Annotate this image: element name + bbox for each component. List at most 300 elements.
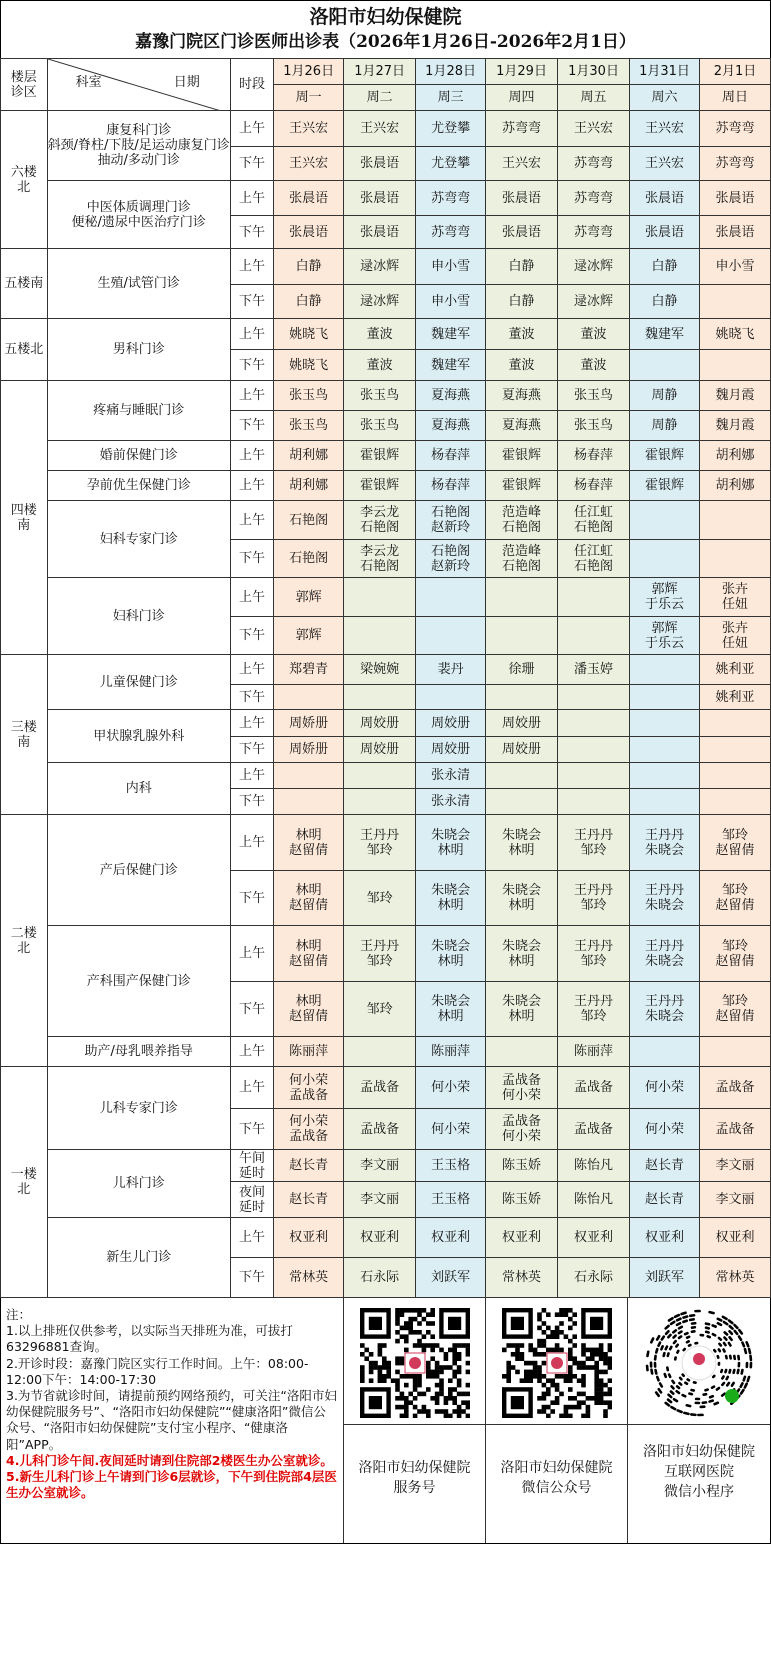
doctor-cell: 朱晓会 林明 (416, 926, 486, 982)
department-name: 内科 (47, 763, 230, 815)
doctor-cell: 李云龙 石艳阁 (344, 540, 416, 578)
doctor-cell (344, 789, 416, 815)
doctor-cell: 张晨语 (344, 147, 416, 181)
doctor-cell: 邹玲 赵留倩 (699, 815, 770, 871)
doctor-cell: 胡利娜 (699, 441, 770, 471)
doctor-cell: 石艳阁 赵新玲 (416, 540, 486, 578)
doctor-cell: 王丹丹 邹玲 (558, 982, 630, 1037)
session-label: 上午 (230, 815, 273, 871)
doctor-cell (274, 789, 344, 815)
doctor-cell: 魏建军 (416, 319, 486, 350)
doctor-cell (274, 763, 344, 789)
session-label: 上午 (230, 441, 273, 471)
doctor-cell: 权亚利 (416, 1218, 486, 1258)
header-date-cell: 1月26日 (274, 59, 344, 85)
department-name: 生殖/试管门诊 (47, 249, 230, 319)
department-name: 妇科门诊 (47, 578, 230, 655)
doctor-cell (699, 540, 770, 578)
header-weekday-cell: 周一 (274, 85, 344, 111)
header-weekday-cell: 周二 (344, 85, 416, 111)
session-label: 下午 (230, 285, 273, 319)
doctor-cell (699, 710, 770, 737)
doctor-cell (630, 789, 700, 815)
doctor-cell: 孟战备 (558, 1067, 630, 1109)
doctor-cell: 张晨语 (630, 181, 700, 216)
qr-label: 洛阳市妇幼保健院 互联网医院 微信小程序 (643, 1444, 755, 1500)
doctor-cell: 姚利亚 (699, 655, 770, 685)
doctor-cell: 郭辉 于乐云 (630, 578, 700, 617)
doctor-cell: 孟战备 何小荣 (486, 1109, 558, 1150)
session-label: 上午 (230, 319, 273, 350)
floor-label: 二楼 北 (1, 815, 48, 1067)
session-label: 下午 (230, 350, 273, 381)
doctor-cell: 白静 (274, 249, 344, 285)
footer (0, 1298, 771, 1544)
doctor-cell: 孟战备 (699, 1067, 770, 1109)
doctor-cell: 张晨语 (274, 181, 344, 216)
doctor-cell: 王兴宏 (274, 111, 344, 147)
doctor-cell: 尤登攀 (416, 147, 486, 181)
department-name: 产后保健门诊 (47, 815, 230, 926)
doctor-cell: 王丹丹 邹玲 (558, 926, 630, 982)
doctor-cell: 刘跃军 (630, 1258, 700, 1298)
doctor-cell (630, 350, 700, 381)
doctor-cell: 王丹丹 邹玲 (344, 926, 416, 982)
doctor-cell: 魏月霞 (699, 381, 770, 411)
doctor-cell: 王兴宏 (558, 111, 630, 147)
doctor-cell (558, 710, 630, 737)
doctor-cell (344, 763, 416, 789)
doctor-cell (630, 1037, 700, 1067)
header-date-cell: 1月27日 (344, 59, 416, 85)
floor-label: 四楼 南 (1, 381, 48, 655)
doctor-cell: 杨春萍 (558, 441, 630, 471)
doctor-cell: 石永际 (558, 1258, 630, 1298)
doctor-cell: 张晨语 (344, 181, 416, 216)
doctor-cell: 陈丽萍 (558, 1037, 630, 1067)
doctor-cell: 王丹丹 朱晓会 (630, 815, 700, 871)
doctor-cell: 周姣册 (486, 710, 558, 737)
doctor-cell: 任江虹 石艳阁 (558, 501, 630, 540)
doctor-cell: 张晨语 (344, 216, 416, 249)
doctor-cell: 逯冰辉 (558, 249, 630, 285)
doctor-cell: 赵长青 (274, 1150, 344, 1182)
doctor-cell: 何小荣 (416, 1109, 486, 1150)
doctor-cell: 张玉鸟 (274, 411, 344, 441)
doctor-cell (416, 685, 486, 710)
doctor-cell (558, 685, 630, 710)
doctor-cell: 朱晓会 林明 (416, 871, 486, 926)
doctor-cell: 权亚利 (558, 1218, 630, 1258)
doctor-cell: 李文丽 (344, 1150, 416, 1182)
doctor-cell: 李云龙 石艳阁 (344, 501, 416, 540)
doctor-cell: 邹玲 (344, 982, 416, 1037)
doctor-cell: 赵长青 (630, 1150, 700, 1182)
doctor-cell: 苏弯弯 (416, 216, 486, 249)
doctor-cell: 林明 赵留倩 (274, 926, 344, 982)
doctor-cell: 夏海燕 (486, 381, 558, 411)
department-name: 产科围产保健门诊 (47, 926, 230, 1037)
session-label: 下午 (230, 216, 273, 249)
doctor-cell: 范造峰 石艳阁 (486, 501, 558, 540)
doctor-cell: 常林英 (486, 1258, 558, 1298)
doctor-cell: 王兴宏 (630, 111, 700, 147)
doctor-cell: 张晨语 (486, 216, 558, 249)
doctor-cell (558, 617, 630, 655)
doctor-cell: 尤登攀 (416, 111, 486, 147)
doctor-cell: 张玉鸟 (344, 381, 416, 411)
doctor-cell: 陈怡凡 (558, 1150, 630, 1182)
doctor-cell: 周娇册 (274, 710, 344, 737)
session-label: 上午 (230, 501, 273, 540)
doctor-cell: 霍银辉 (344, 441, 416, 471)
session-label: 上午 (230, 1218, 273, 1258)
schedule-table (0, 58, 771, 1298)
floor-label: 三楼 南 (1, 655, 48, 815)
notes-title: 注： (6, 1307, 32, 1322)
doctor-cell (630, 710, 700, 737)
doctor-cell: 刘跃军 (416, 1258, 486, 1298)
session-label: 上午 (230, 471, 273, 501)
doctor-cell: 林明 赵留倩 (274, 982, 344, 1037)
header-dept: 科室 (75, 75, 102, 90)
doctor-cell: 裴丹 (416, 655, 486, 685)
doctor-cell: 张永清 (416, 789, 486, 815)
session-label: 上午 (230, 763, 273, 789)
doctor-cell: 王兴宏 (344, 111, 416, 147)
doctor-cell: 朱晓会 林明 (486, 815, 558, 871)
doctor-cell: 苏弯弯 (486, 111, 558, 147)
qr-code-icon (360, 1308, 470, 1418)
session-label: 上午 (230, 381, 273, 411)
doctor-cell: 魏月霞 (699, 411, 770, 441)
department-name: 男科门诊 (47, 319, 230, 381)
doctor-cell: 霍银辉 (630, 441, 700, 471)
doctor-cell: 王兴宏 (274, 147, 344, 181)
doctor-cell: 周姣册 (344, 710, 416, 737)
doctor-cell: 申小雪 (416, 249, 486, 285)
doctor-cell: 王丹丹 邹玲 (558, 815, 630, 871)
session-label: 下午 (230, 737, 273, 763)
doctor-cell: 魏建军 (630, 319, 700, 350)
doctor-cell: 申小雪 (699, 249, 770, 285)
department-name: 疼痛与睡眠门诊 (47, 381, 230, 441)
doctor-cell: 石艳阁 (274, 501, 344, 540)
doctor-cell: 董波 (486, 350, 558, 381)
doctor-cell (699, 285, 770, 319)
doctor-cell (699, 763, 770, 789)
doctor-cell (699, 789, 770, 815)
doctor-cell: 权亚利 (274, 1218, 344, 1258)
header-weekday-cell: 周四 (486, 85, 558, 111)
doctor-cell: 董波 (344, 350, 416, 381)
session-label: 下午 (230, 617, 273, 655)
doctor-cell: 权亚利 (630, 1218, 700, 1258)
header-date-cell: 1月29日 (486, 59, 558, 85)
doctor-cell (699, 350, 770, 381)
qr-official-account (486, 1298, 628, 1543)
doctor-cell: 王丹丹 朱晓会 (630, 982, 700, 1037)
session-label: 上午 (230, 249, 273, 285)
doctor-cell: 权亚利 (699, 1218, 770, 1258)
doctor-cell: 李文丽 (344, 1182, 416, 1218)
doctor-cell: 霍银辉 (486, 441, 558, 471)
session-label: 下午 (230, 1258, 273, 1298)
department-name: 婚前保健门诊 (47, 441, 230, 471)
doctor-cell: 董波 (344, 319, 416, 350)
doctor-cell: 朱晓会 林明 (486, 926, 558, 982)
doctor-cell (699, 737, 770, 763)
doctor-cell: 朱晓会 林明 (486, 982, 558, 1037)
session-label: 午间 延时 (230, 1150, 273, 1182)
doctor-cell: 周姣册 (344, 737, 416, 763)
doctor-cell: 张晨语 (630, 216, 700, 249)
floor-label: 一楼 北 (1, 1067, 48, 1298)
notes-panel (1, 1298, 344, 1543)
doctor-cell: 孟战备 (558, 1109, 630, 1150)
header-date-cell: 1月31日 (630, 59, 700, 85)
doctor-cell: 夏海燕 (486, 411, 558, 441)
doctor-cell (630, 540, 700, 578)
doctor-cell: 郭辉 于乐云 (630, 617, 700, 655)
doctor-cell: 张玉鸟 (558, 411, 630, 441)
floor-label: 五楼北 (1, 319, 48, 381)
doctor-cell: 王丹丹 朱晓会 (630, 926, 700, 982)
doctor-cell (699, 1037, 770, 1067)
doctor-cell: 邹玲 (344, 871, 416, 926)
doctor-cell: 梁婉婉 (344, 655, 416, 685)
doctor-cell: 赵长青 (274, 1182, 344, 1218)
doctor-cell: 杨春萍 (416, 441, 486, 471)
doctor-cell: 霍银辉 (630, 471, 700, 501)
doctor-cell: 石艳阁 (274, 540, 344, 578)
qr-code-icon (502, 1308, 612, 1418)
note-item-important: 5.新生儿科门诊上午请到门诊6层就诊，下午到住院部4层医生办公室就诊。 (6, 1469, 337, 1501)
doctor-cell (344, 617, 416, 655)
doctor-cell (630, 685, 700, 710)
header-date-cell: 1月28日 (416, 59, 486, 85)
doctor-cell: 苏弯弯 (699, 147, 770, 181)
header-weekday-cell: 周日 (699, 85, 770, 111)
doctor-cell: 杨春萍 (416, 471, 486, 501)
doctor-cell (630, 737, 700, 763)
department-name: 中医体质调理门诊 便秘/遗尿中医治疗门诊 (47, 181, 230, 249)
session-label: 下午 (230, 871, 273, 926)
session-label: 上午 (230, 111, 273, 147)
doctor-cell (344, 578, 416, 617)
doctor-cell: 陈玉娇 (486, 1182, 558, 1218)
session-label: 上午 (230, 710, 273, 737)
doctor-cell: 范造峰 石艳阁 (486, 540, 558, 578)
floor-label: 五楼南 (1, 249, 48, 319)
doctor-cell: 逯冰辉 (344, 249, 416, 285)
doctor-cell: 陈丽萍 (416, 1037, 486, 1067)
doctor-cell: 朱晓会 林明 (416, 815, 486, 871)
doctor-cell: 朱晓会 林明 (416, 982, 486, 1037)
doctor-cell: 姚晓飞 (274, 319, 344, 350)
doctor-cell: 白静 (630, 249, 700, 285)
doctor-cell (486, 578, 558, 617)
doctor-cell: 姚晓飞 (274, 350, 344, 381)
doctor-cell: 朱晓会 林明 (486, 871, 558, 926)
doctor-cell: 潘玉婷 (558, 655, 630, 685)
qr-label: 洛阳市妇幼保健院 服务号 (358, 1460, 471, 1496)
doctor-cell: 霍银辉 (486, 471, 558, 501)
header-date: 日期 (173, 75, 200, 90)
doctor-cell: 陈怡凡 (558, 1182, 630, 1218)
doctor-cell: 姚利亚 (699, 685, 770, 710)
doctor-cell: 任江虹 石艳阁 (558, 540, 630, 578)
header-weekday-cell: 周六 (630, 85, 700, 111)
doctor-cell: 苏弯弯 (558, 147, 630, 181)
doctor-cell: 常林英 (274, 1258, 344, 1298)
session-label: 下午 (230, 147, 273, 181)
doctor-cell: 白静 (486, 285, 558, 319)
session-label: 下午 (230, 789, 273, 815)
doctor-cell: 何小荣 孟战备 (274, 1109, 344, 1150)
doctor-cell: 逯冰辉 (558, 285, 630, 319)
qr-label: 洛阳市妇幼保健院 微信公众号 (500, 1460, 613, 1496)
doctor-cell: 陈玉娇 (486, 1150, 558, 1182)
header-weekday-cell: 周三 (416, 85, 486, 111)
doctor-cell: 张玉鸟 (344, 411, 416, 441)
department-name: 甲状腺乳腺外科 (47, 710, 230, 763)
session-label: 下午 (230, 982, 273, 1037)
session-label: 上午 (230, 655, 273, 685)
doctor-cell: 孟战备 (344, 1109, 416, 1150)
doctor-cell: 张卉 任妞 (699, 578, 770, 617)
doctor-cell: 王兴宏 (630, 147, 700, 181)
doctor-cell: 张晨语 (699, 181, 770, 216)
doctor-cell (558, 737, 630, 763)
doctor-cell: 石艳阁 赵新玲 (416, 501, 486, 540)
department-name: 助产/母乳喂养指导 (47, 1037, 230, 1067)
note-item: 3.为节省就诊时间，请提前预约网络预约，可关注“洛阳市妇幼保健院服务号”、“洛阳市妇幼保健院”“健康洛阳”微信公众号、“洛阳市妇幼保健院”支付宝小程序、“健康洛阳”APP。 (6, 1388, 337, 1452)
qr-mini-program (628, 1298, 770, 1543)
doctor-cell: 白静 (274, 285, 344, 319)
session-label: 下午 (230, 685, 273, 710)
doctor-cell: 张晨语 (274, 216, 344, 249)
doctor-cell: 郭辉 (274, 578, 344, 617)
doctor-cell (486, 1037, 558, 1067)
doctor-cell: 张永清 (416, 763, 486, 789)
doctor-cell: 林明 赵留倩 (274, 815, 344, 871)
doctor-cell: 申小雪 (416, 285, 486, 319)
session-label: 下午 (230, 411, 273, 441)
doctor-cell: 魏建军 (416, 350, 486, 381)
doctor-cell: 姚晓飞 (699, 319, 770, 350)
doctor-cell (486, 685, 558, 710)
note-item: 2.开诊时段：嘉豫门院区实行工作时间。上午：08:00-12:00下午：14:00-17:30 (6, 1355, 309, 1387)
session-label: 上午 (230, 181, 273, 216)
note-item-important: 4.儿科门诊午间.夜间延时请到住院部2楼医生办公室就诊。 (6, 1452, 333, 1468)
doctor-cell: 周姣册 (416, 710, 486, 737)
doctor-cell (558, 789, 630, 815)
doctor-cell: 董波 (558, 350, 630, 381)
doctor-cell: 胡利娜 (274, 471, 344, 501)
session-label: 上午 (230, 1037, 273, 1067)
doctor-cell: 周静 (630, 411, 700, 441)
doctor-cell (558, 578, 630, 617)
floor-label: 六楼 北 (1, 111, 48, 249)
qr-service-account (344, 1298, 486, 1543)
note-item: 1.以上排班仅供参考，以实际当天排班为准，可拔打63296881查询。 (6, 1323, 293, 1355)
doctor-cell: 孟战备 何小荣 (486, 1067, 558, 1109)
doctor-cell: 李文丽 (699, 1182, 770, 1218)
doctor-cell: 张玉鸟 (274, 381, 344, 411)
doctor-cell: 张玉鸟 (558, 381, 630, 411)
doctor-cell: 逯冰辉 (344, 285, 416, 319)
doctor-cell: 张晨语 (699, 216, 770, 249)
doctor-cell: 杨春萍 (558, 471, 630, 501)
session-label: 上午 (230, 926, 273, 982)
session-label: 上午 (230, 578, 273, 617)
page-header (0, 0, 771, 58)
doctor-cell (344, 685, 416, 710)
doctor-cell: 邹玲 赵留倩 (699, 871, 770, 926)
doctor-cell: 王玉格 (416, 1150, 486, 1182)
doctor-cell (486, 763, 558, 789)
doctor-cell: 夏海燕 (416, 381, 486, 411)
doctor-cell: 王丹丹 邹玲 (558, 871, 630, 926)
doctor-cell: 王丹丹 朱晓会 (630, 871, 700, 926)
doctor-cell (558, 763, 630, 789)
doctor-cell (630, 501, 700, 540)
doctor-cell: 郑碧青 (274, 655, 344, 685)
doctor-cell: 赵长青 (630, 1182, 700, 1218)
doctor-cell (630, 655, 700, 685)
doctor-cell (630, 763, 700, 789)
doctor-cell: 权亚利 (486, 1218, 558, 1258)
doctor-cell: 何小荣 孟战备 (274, 1067, 344, 1109)
doctor-cell (274, 685, 344, 710)
doctor-cell: 徐珊 (486, 655, 558, 685)
doctor-cell: 王兴宏 (486, 147, 558, 181)
doctor-cell: 王丹丹 邹玲 (344, 815, 416, 871)
doctor-cell: 孟战备 (344, 1067, 416, 1109)
doctor-cell: 王玉格 (416, 1182, 486, 1218)
doctor-cell: 孟战备 (699, 1109, 770, 1150)
page-title: 洛阳市妇幼保健院 (309, 6, 462, 28)
doctor-cell: 胡利娜 (274, 441, 344, 471)
doctor-cell: 陈丽萍 (274, 1037, 344, 1067)
doctor-cell: 李文丽 (699, 1150, 770, 1182)
doctor-cell: 白静 (486, 249, 558, 285)
doctor-cell: 苏弯弯 (558, 181, 630, 216)
doctor-cell: 苏弯弯 (699, 111, 770, 147)
doctor-cell (486, 789, 558, 815)
doctor-cell: 何小荣 (416, 1067, 486, 1109)
doctor-cell: 张卉 任妞 (699, 617, 770, 655)
doctor-cell (699, 501, 770, 540)
doctor-cell: 张晨语 (486, 181, 558, 216)
doctor-cell: 董波 (558, 319, 630, 350)
doctor-cell: 胡利娜 (699, 471, 770, 501)
doctor-cell: 周静 (630, 381, 700, 411)
department-name: 儿科门诊 (47, 1150, 230, 1218)
doctor-cell: 常林英 (699, 1258, 770, 1298)
doctor-cell (486, 617, 558, 655)
session-label: 下午 (230, 540, 273, 578)
page-subtitle: 嘉豫门院区门诊医师出诊表（2026年1月26日-2026年2月1日） (135, 32, 636, 52)
doctor-cell: 何小荣 (630, 1067, 700, 1109)
header-floor: 楼层 诊区 (1, 59, 48, 111)
doctor-cell: 林明 赵留倩 (274, 871, 344, 926)
session-label: 上午 (230, 1067, 273, 1109)
doctor-cell (416, 617, 486, 655)
doctor-cell: 邹玲 赵留倩 (699, 982, 770, 1037)
doctor-cell: 董波 (486, 319, 558, 350)
